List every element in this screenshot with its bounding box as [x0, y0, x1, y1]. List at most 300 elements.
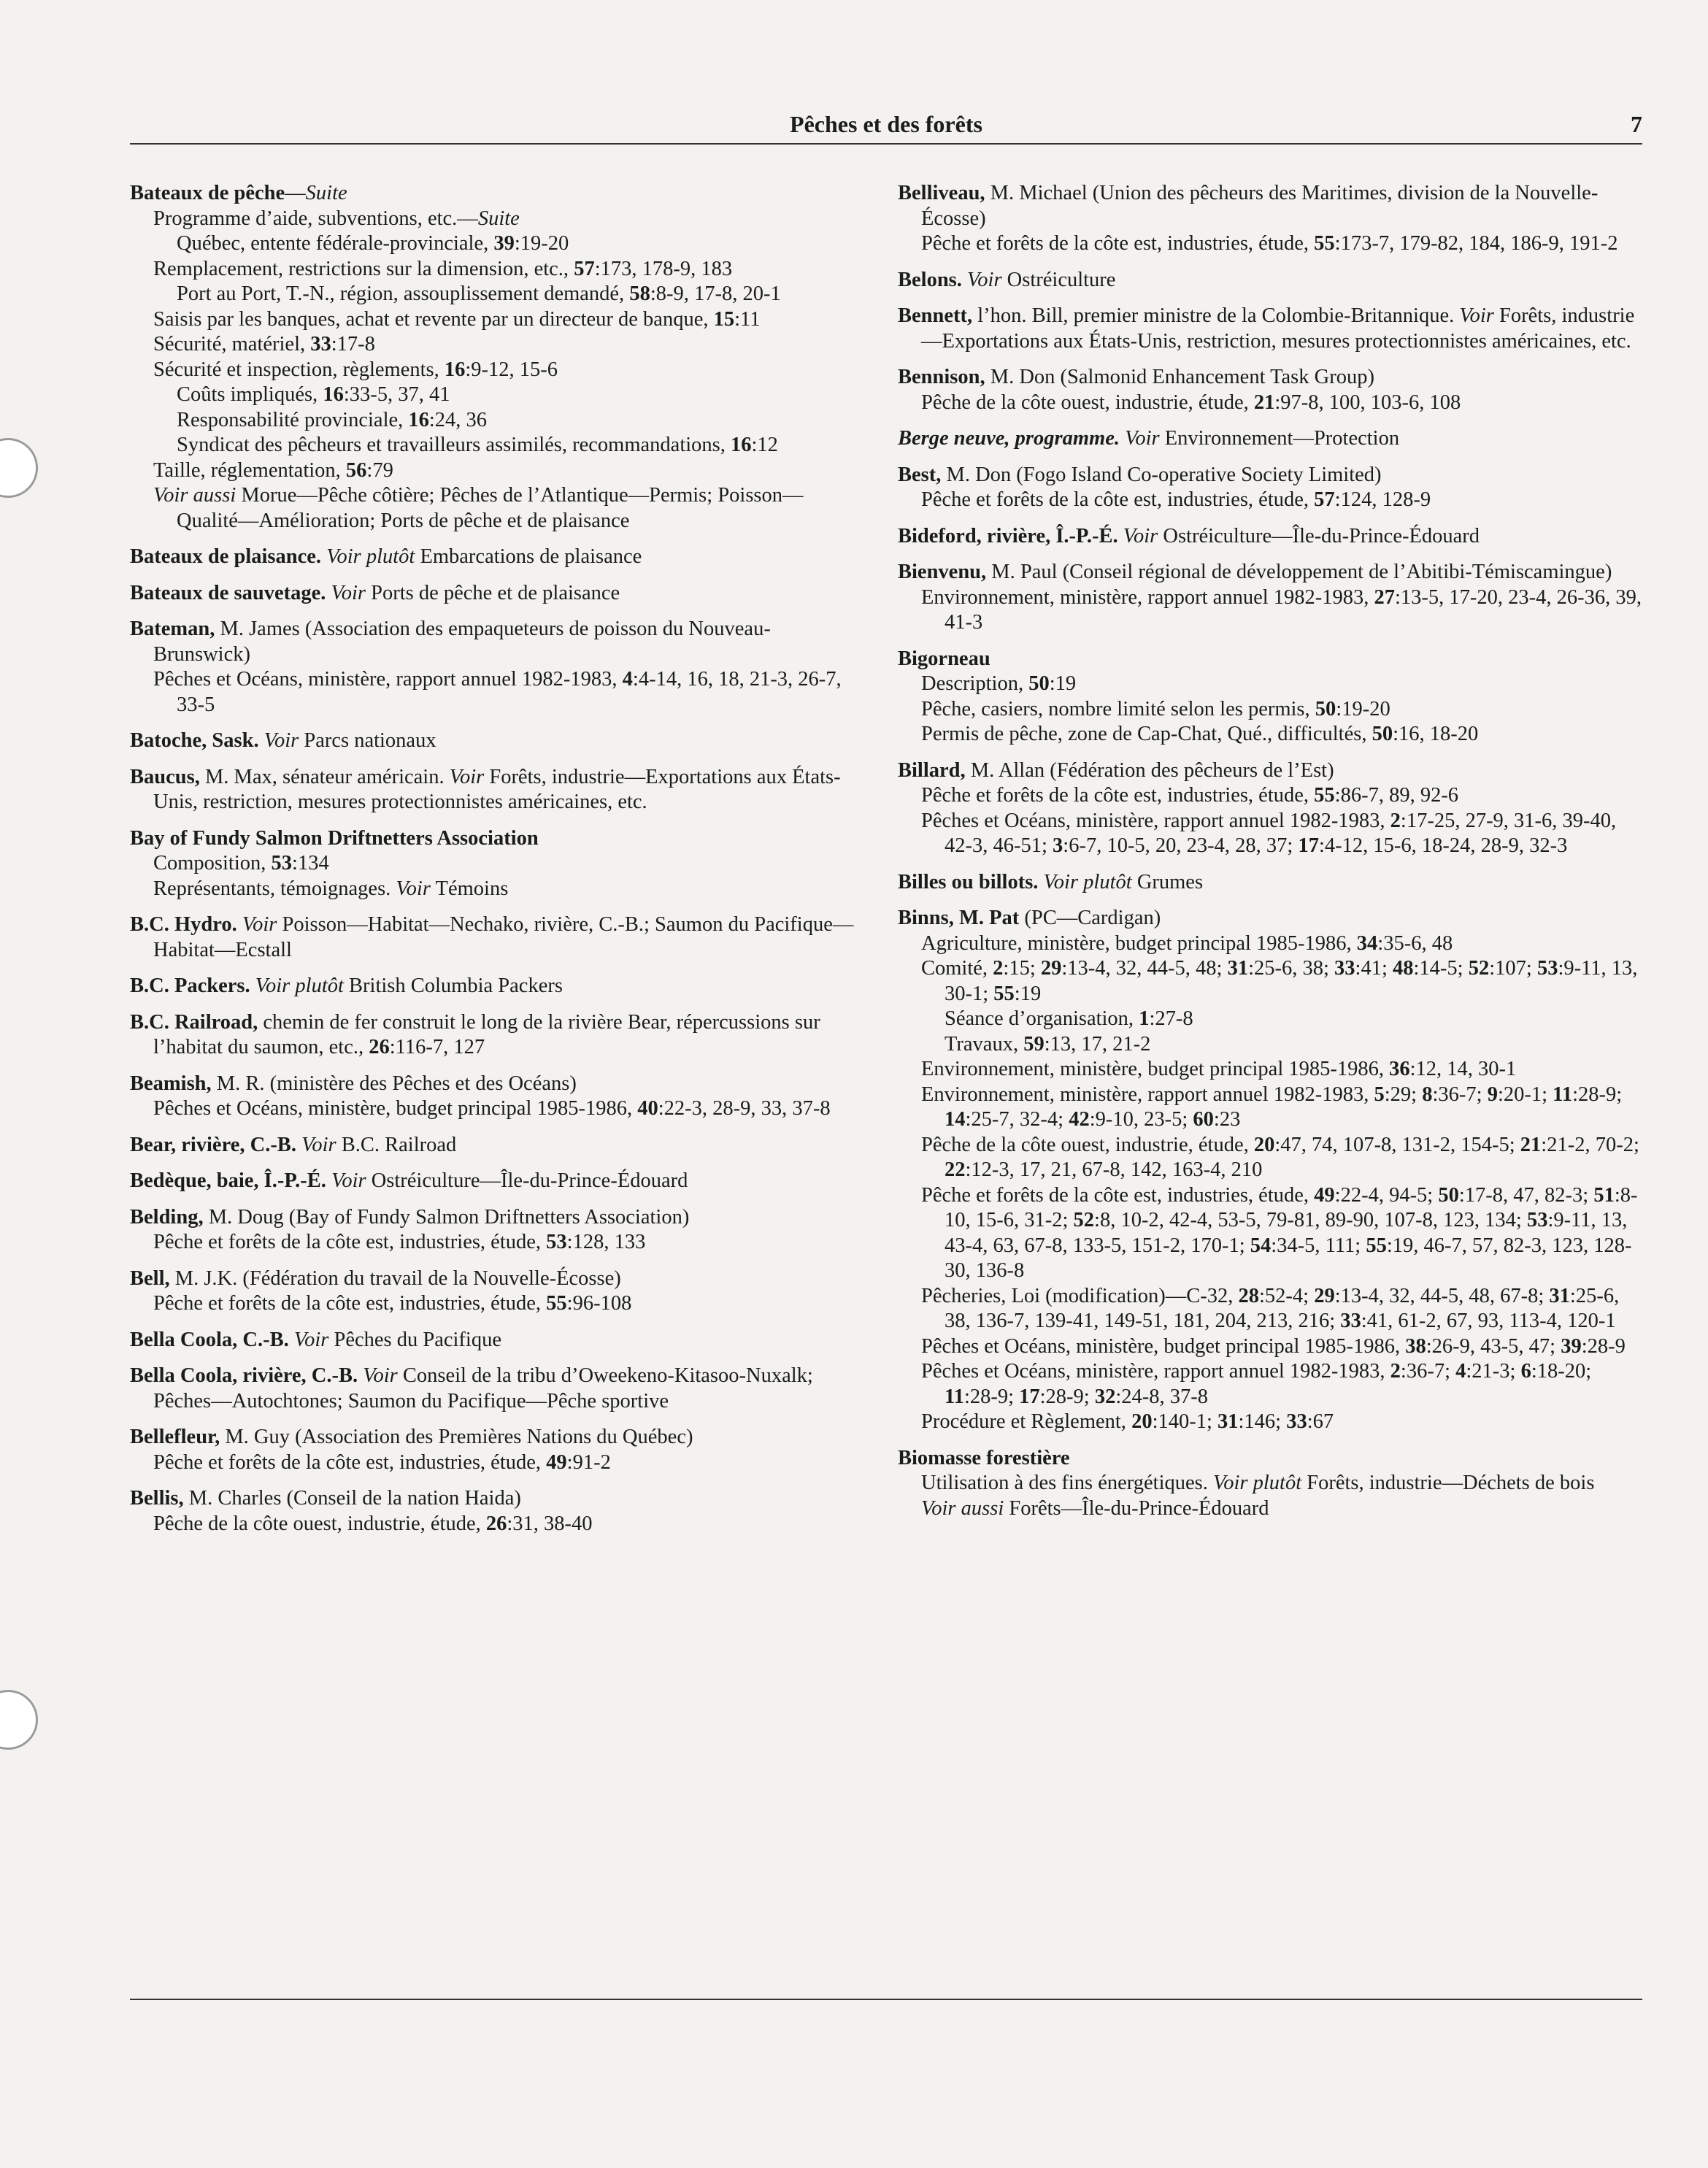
index-text: Voir	[1459, 304, 1494, 327]
index-text: :33-5, 37, 41	[343, 383, 450, 406]
index-text: :47, 74, 107-8, 131-2, 154-5;	[1274, 1133, 1520, 1156]
index-text: :4-14, 16, 18, 21-3, 26-7, 33-5	[177, 668, 842, 716]
index-text: Bella Coola, rivière, C.-B.	[130, 1364, 358, 1387]
index-text	[237, 913, 242, 936]
index-text: Environnement—Protection	[1159, 427, 1400, 450]
index-text: 5	[1374, 1083, 1385, 1106]
index-text: :24-8, 37-8	[1115, 1385, 1208, 1408]
index-entry	[130, 974, 860, 999]
index-text: 2	[1390, 1360, 1401, 1383]
index-text: 39	[1561, 1334, 1582, 1358]
index-text: 55	[1314, 232, 1335, 255]
index-text	[326, 1169, 331, 1192]
index-text: Description,	[921, 672, 1029, 695]
index-text: Pêche et forêts de la côte est, industries, étude,	[921, 1183, 1315, 1207]
index-text: Représentants, témoignages.	[153, 877, 396, 900]
index-heading	[898, 365, 1642, 391]
index-entry	[898, 365, 1642, 415]
index-text: Parcs nationaux	[299, 729, 436, 752]
index-text: Environnement, ministère, rapport annuel 1982-1983,	[921, 585, 1374, 609]
index-text: :19	[1014, 982, 1042, 1005]
index-text: B.C. Hydro.	[130, 913, 237, 936]
index-text: 52	[1073, 1209, 1095, 1231]
index-text: :4-12, 15-6, 18-24, 28-9, 32-3	[1318, 834, 1568, 857]
index-subentry	[898, 697, 1642, 723]
index-entry	[898, 426, 1642, 452]
index-text: :52-4;	[1259, 1284, 1315, 1307]
index-column-right	[898, 181, 1642, 1532]
index-text: Travaux,	[945, 1032, 1024, 1056]
index-text: 50	[1028, 672, 1050, 695]
index-text: B.C. Railroad,	[130, 1010, 258, 1034]
index-subentry	[898, 1471, 1642, 1496]
index-subentry	[898, 1359, 1642, 1410]
index-heading	[130, 1072, 860, 1097]
index-text: :13-4, 32, 44-5, 48;	[1061, 957, 1228, 980]
index-text: M. Paul (Conseil régional de développement de l’Abitibi-Témiscamingue)	[986, 561, 1612, 583]
index-heading	[130, 617, 860, 667]
index-heading	[898, 870, 1642, 896]
index-subentry	[130, 1230, 860, 1256]
index-text: :173, 178-9, 183	[594, 257, 733, 280]
index-text: 53	[1526, 1209, 1548, 1231]
index-text: :25-6, 38, 136-7, 139-41, 149-51, 181, 204, 213, 216;	[945, 1284, 1620, 1332]
index-text: Bennett,	[898, 304, 973, 327]
index-text: :6-7, 10-5, 20, 23-4, 28, 37;	[1063, 834, 1299, 857]
index-text: :140-1;	[1152, 1410, 1218, 1433]
index-entry	[130, 1328, 860, 1353]
index-text: Syndicat des pêcheurs et travailleurs assimilés, recommandations,	[177, 434, 731, 456]
index-entry	[130, 1425, 860, 1475]
index-text: Suite	[305, 182, 347, 204]
index-text: —	[285, 182, 306, 204]
index-text: Pêches du Pacifique	[328, 1328, 501, 1351]
index-heading	[898, 560, 1642, 585]
index-subentry	[130, 667, 860, 718]
index-text: 16	[323, 383, 344, 406]
index-text: 51	[1593, 1183, 1615, 1207]
index-text: 53	[546, 1231, 567, 1253]
binder-hole-top	[0, 438, 38, 498]
index-text: :36-7;	[1432, 1083, 1488, 1106]
index-text: M. Charles (Conseil de la nation Haida)	[183, 1487, 521, 1510]
index-text: :41, 61-2, 67, 93, 113-4, 120-1	[1361, 1310, 1616, 1332]
index-text: Voir	[263, 729, 299, 752]
index-text: 57	[1314, 488, 1335, 511]
index-text: Ostréiculture	[1001, 268, 1116, 291]
index-text	[296, 1134, 301, 1156]
index-text: 31	[1227, 957, 1249, 980]
index-subentry	[130, 408, 860, 434]
index-heading	[898, 906, 1642, 931]
index-heading	[130, 181, 860, 207]
page-number: 7	[1631, 111, 1642, 137]
index-heading	[130, 545, 860, 570]
index-text: :41;	[1355, 957, 1393, 980]
index-text: :17-8, 47, 82-3;	[1458, 1183, 1594, 1207]
index-text: :13-5, 17-20, 23-4, 26-36, 39, 41-3	[945, 585, 1642, 634]
index-text: Bell,	[130, 1266, 170, 1290]
index-text: Ostréiculture—Île-du-Prince-Édouard	[366, 1169, 688, 1192]
index-heading	[130, 912, 860, 963]
index-text: Voir	[242, 913, 277, 936]
index-text: 49	[1314, 1183, 1335, 1207]
index-text: 3	[1053, 834, 1063, 857]
index-text: M. J.K. (Fédération du travail de la Nouvelle-Écosse)	[169, 1266, 621, 1290]
index-text: :8-10, 15-6, 31-2;	[945, 1183, 1638, 1231]
index-text: :9-12, 15-6	[465, 358, 558, 381]
index-text: :26-9, 43-5, 47;	[1426, 1334, 1561, 1358]
index-text: 31	[1217, 1410, 1239, 1433]
index-text: 55	[1314, 784, 1335, 807]
index-text: Comité,	[921, 957, 993, 980]
index-heading	[130, 1205, 860, 1231]
index-heading	[130, 1425, 860, 1450]
index-text: Environnement, ministère, rapport annuel 1982-1983,	[921, 1083, 1374, 1106]
index-text: 22	[945, 1158, 966, 1181]
index-text: 4	[622, 668, 633, 691]
index-text: Bay of Fundy Salmon Driftnetters Association	[130, 826, 539, 850]
index-text: Québec, entente fédérale-provinciale,	[177, 232, 494, 255]
index-text: Voir aussi	[153, 484, 236, 507]
index-entry	[130, 1266, 860, 1317]
index-text: :18-20;	[1531, 1360, 1592, 1383]
index-text: 50	[1315, 697, 1336, 720]
index-text: 50	[1372, 723, 1393, 745]
index-text	[962, 269, 967, 291]
index-text: :25-6, 38;	[1248, 957, 1335, 980]
index-text: M. Don (Salmonid Enhancement Task Group)	[985, 366, 1374, 388]
index-text: M. R. (ministère des Pêches et des Océans)	[211, 1072, 577, 1095]
index-text: :8-9, 17-8, 20-1	[650, 282, 781, 305]
index-subentry	[898, 391, 1642, 416]
index-text: :35-6, 48	[1377, 931, 1453, 955]
index-text: Voir	[293, 1328, 329, 1351]
index-text: 17	[1019, 1385, 1040, 1408]
index-text: Pêches et Océans, ministère, rapport annuel 1982-1983,	[921, 809, 1390, 832]
index-text: Embarcations de plaisance	[415, 545, 642, 568]
index-heading	[130, 765, 860, 815]
index-text: :21-3;	[1466, 1360, 1521, 1383]
index-text: 27	[1374, 585, 1396, 609]
index-text: 56	[345, 458, 367, 482]
index-text: Séance d’organisation,	[945, 1007, 1139, 1030]
index-text: Billes ou billots.	[898, 870, 1039, 893]
index-subentry	[898, 1334, 1642, 1360]
index-entry	[130, 181, 860, 534]
index-entry	[130, 1133, 860, 1158]
index-text: M. Michael (Union des pêcheurs des Maritimes, division de la Nouvelle-Écosse)	[921, 182, 1599, 230]
index-heading	[130, 1169, 860, 1194]
index-text: Pêche de la côte ouest, industrie, étude,	[921, 1133, 1254, 1156]
index-text: 4	[1455, 1360, 1466, 1383]
index-text: M. Doug (Bay of Fundy Salmon Driftnetters Association)	[203, 1205, 690, 1229]
index-subentry	[130, 358, 860, 383]
index-text: 21	[1520, 1133, 1542, 1156]
index-text: :22-4, 94-5;	[1334, 1183, 1439, 1207]
index-text: :29;	[1384, 1083, 1423, 1106]
index-text: Voir aussi	[921, 1496, 1004, 1520]
index-text: Pêche et forêts de la côte est, industries, étude,	[153, 1450, 547, 1474]
index-text: Belons.	[898, 268, 962, 291]
index-text: :24, 36	[428, 408, 488, 431]
index-text	[1038, 871, 1043, 893]
index-text: :9-11, 13, 43-4, 63, 67-8, 133-5, 151-2, 170-1;	[945, 1209, 1628, 1257]
index-text: :13-4, 32, 44-5, 48, 67-8;	[1334, 1284, 1550, 1307]
index-entry	[898, 1446, 1642, 1522]
index-heading	[898, 181, 1642, 231]
index-subentry	[898, 809, 1642, 859]
index-subentry	[130, 483, 860, 534]
index-text: :36-7;	[1400, 1360, 1456, 1383]
index-heading	[130, 1266, 860, 1292]
index-text: Voir plutôt	[1043, 870, 1132, 893]
index-subentry	[898, 1284, 1642, 1334]
index-text: :124, 128-9	[1334, 488, 1431, 511]
binder-hole-bottom	[0, 1690, 38, 1750]
index-text: (PC—Cardigan)	[1019, 907, 1161, 929]
index-entry	[898, 524, 1642, 550]
index-text: Forêts—Île-du-Prince-Édouard	[1004, 1496, 1269, 1520]
index-text: 34	[1356, 931, 1378, 955]
index-heading	[898, 524, 1642, 550]
index-text: Voir	[301, 1133, 336, 1156]
index-subentry	[130, 282, 860, 307]
index-subentry	[130, 383, 860, 408]
index-text: 14	[945, 1108, 966, 1131]
index-text: :17-8	[331, 333, 375, 355]
index-subentry	[130, 332, 860, 358]
index-text: 53	[1536, 957, 1558, 980]
index-text: 16	[408, 408, 429, 431]
index-text: Remplacement, restrictions sur la dimension, etc.,	[153, 257, 574, 280]
index-text: Procédure et Règlement,	[921, 1410, 1132, 1433]
index-text: 55	[546, 1292, 567, 1315]
index-subentry	[898, 1183, 1642, 1284]
index-text: Voir	[331, 1169, 366, 1192]
index-entry	[130, 581, 860, 607]
index-text	[1118, 525, 1123, 547]
index-text: Voir	[1125, 427, 1160, 450]
index-text: Bedèque, baie, Î.-P.-É.	[130, 1169, 326, 1192]
index-heading	[130, 581, 860, 607]
index-text: B.C. Packers.	[130, 975, 250, 997]
index-heading	[898, 268, 1642, 293]
index-text: 59	[1023, 1032, 1045, 1056]
index-text: Taille, réglementation,	[153, 458, 346, 482]
index-text: 15	[713, 307, 735, 331]
index-text: Pêches et Océans, ministère, budget principal 1985-1986,	[921, 1334, 1406, 1358]
index-text: Baucus,	[130, 765, 200, 788]
index-text: :23	[1213, 1108, 1241, 1131]
index-text: Forêts, industrie—Exportations aux États-Unis, restriction, mesures protectionnistes américaines, etc.	[921, 304, 1635, 353]
index-text: Voir plutôt	[1212, 1472, 1302, 1494]
index-text	[289, 1329, 294, 1351]
index-entry	[130, 617, 860, 718]
index-text: 33	[1334, 957, 1355, 980]
index-heading	[130, 1486, 860, 1512]
index-text: 54	[1250, 1234, 1272, 1257]
index-text: Composition,	[153, 852, 272, 874]
index-text: :12, 14, 30-1	[1409, 1058, 1517, 1080]
index-heading	[130, 1328, 860, 1353]
index-entry	[130, 765, 860, 815]
index-text: Voir	[967, 268, 1002, 291]
index-text: 28	[1238, 1284, 1260, 1307]
index-text: :22-3, 28-9, 33, 37-8	[658, 1097, 831, 1120]
index-text: :12	[751, 434, 778, 456]
index-text: M. Allan (Fédération des pêcheurs de l’Est)	[965, 758, 1334, 782]
index-text: Voir	[396, 877, 431, 900]
index-text: Belding,	[130, 1205, 204, 1229]
index-entry	[130, 1205, 860, 1256]
index-text: :134	[292, 852, 329, 874]
index-text: :28-9;	[963, 1385, 1020, 1408]
index-text: Forêts, industrie—Déchets de bois	[1301, 1472, 1595, 1494]
index-text: Voir	[1123, 524, 1158, 547]
index-text: B.C. Railroad	[336, 1133, 457, 1156]
index-subentry	[130, 851, 860, 877]
index-text: 31	[1549, 1284, 1570, 1307]
index-text: Bideford, rivière, Î.-P.-É.	[898, 524, 1118, 547]
index-text: :31, 38-40	[507, 1512, 593, 1535]
index-text: :27-8	[1149, 1007, 1193, 1030]
index-heading	[898, 1446, 1642, 1472]
index-text: Pêches et Océans, ministère, rapport annuel 1982-1983,	[921, 1360, 1390, 1383]
index-text: 29	[1040, 957, 1062, 980]
index-text: :128, 133	[566, 1231, 646, 1253]
index-text: 40	[637, 1097, 658, 1120]
index-text: Pêcheries, Loi (modification)—C-32,	[921, 1284, 1239, 1307]
index-text: 26	[369, 1036, 390, 1058]
index-text: :9-10, 23-5;	[1089, 1108, 1193, 1131]
index-text: 21	[1253, 391, 1275, 414]
index-text: 55	[1366, 1234, 1387, 1257]
index-text: Forêts, industrie—Exportations aux États-Unis, restriction, mesures protectionnistes américaines, etc.	[153, 765, 841, 813]
index-text: Bateman,	[130, 618, 215, 640]
index-text: Conseil de la tribu d’Oweekeno-Kitasoo-Nuxalk; Pêches—Autochtones; Saumon du Pacifique—Pêche sportive	[153, 1364, 813, 1412]
index-subentry	[898, 1133, 1642, 1183]
index-text: :34-5, 111;	[1271, 1234, 1366, 1257]
index-text: 33	[1286, 1410, 1307, 1433]
index-subentry	[130, 307, 860, 333]
index-text: M. Don (Fogo Island Co-operative Society Limited)	[941, 463, 1382, 486]
index-text: 8	[1422, 1083, 1433, 1106]
running-title: Pêches et des forêts	[790, 111, 982, 137]
index-text: Saisis par les banques, achat et revente par un directeur de banque,	[153, 307, 714, 331]
index-text: 2	[1390, 809, 1401, 832]
index-entry	[130, 912, 860, 963]
index-entry	[898, 870, 1642, 896]
index-text: Utilisation à des fins énergétiques.	[921, 1472, 1213, 1494]
index-text: 52	[1468, 957, 1490, 980]
index-text: Best,	[898, 463, 942, 486]
index-text: Sécurité, matériel,	[153, 333, 311, 355]
index-text: :116-7, 127	[389, 1036, 485, 1058]
index-entry	[130, 729, 860, 754]
index-text: 36	[1389, 1058, 1410, 1080]
index-text: :28-9	[1581, 1334, 1626, 1358]
index-text: 33	[1340, 1310, 1361, 1332]
index-text: :12-3, 17, 21, 67-8, 142, 163-4, 210	[965, 1158, 1263, 1181]
index-text: 20	[1253, 1133, 1275, 1156]
index-text: Bennison,	[898, 366, 985, 388]
bottom-rule	[130, 1999, 1642, 2000]
index-text: 16	[444, 358, 466, 381]
index-entry	[130, 1364, 860, 1414]
index-entry	[130, 826, 860, 902]
index-text: :19	[1049, 672, 1077, 695]
index-text: 17	[1298, 834, 1319, 857]
index-heading	[898, 647, 1642, 672]
index-subentry	[130, 458, 860, 484]
index-heading	[898, 426, 1642, 452]
index-subentry	[898, 931, 1642, 957]
index-heading	[130, 1010, 860, 1061]
index-entry	[898, 560, 1642, 636]
index-text: Grumes	[1131, 870, 1204, 893]
index-text: 20	[1131, 1410, 1153, 1433]
index-subentry	[898, 672, 1642, 697]
index-entry	[898, 181, 1642, 257]
index-subentry	[898, 1032, 1642, 1058]
index-text: l’hon. Bill, premier ministre de la Colombie-Britannique.	[972, 304, 1460, 327]
index-subentry	[898, 1007, 1642, 1032]
index-text: :21-2, 70-2;	[1541, 1133, 1639, 1156]
index-subentry	[130, 1291, 860, 1317]
index-column-left	[130, 181, 860, 1548]
index-text: Environnement, ministère, budget principal 1985-1986,	[921, 1058, 1390, 1080]
index-subentry	[898, 1496, 1642, 1522]
index-text: :173-7, 179-82, 184, 186-9, 191-2	[1334, 232, 1618, 255]
index-subentry	[130, 1512, 860, 1537]
index-text: M. James (Association des empaqueteurs de poisson du Nouveau-Brunswick)	[153, 618, 771, 666]
index-text: :79	[366, 458, 393, 482]
index-entry	[130, 1169, 860, 1194]
index-text: :67	[1307, 1410, 1334, 1433]
index-text: Bienvenu,	[898, 561, 987, 583]
index-text: Pêche de la côte ouest, industrie, étude,	[153, 1512, 486, 1535]
index-text: Pêche et forêts de la côte est, industries, étude,	[153, 1231, 547, 1253]
index-text: :8, 10-2, 42-4, 53-5, 79-81, 89-90, 107-8, 123, 134;	[1094, 1209, 1527, 1231]
index-text: 29	[1314, 1284, 1335, 1307]
index-text: Responsabilité provinciale,	[177, 408, 409, 431]
index-heading	[898, 463, 1642, 488]
index-text: :19, 46-7, 57, 82-3, 123, 128-30, 136-8	[945, 1234, 1632, 1282]
index-text: 55	[993, 982, 1015, 1005]
index-text: 2	[993, 957, 1004, 980]
index-subentry	[898, 722, 1642, 747]
index-text: :13, 17, 21-2	[1044, 1032, 1151, 1056]
index-text: M. Max, sénateur américain.	[199, 765, 450, 788]
index-subentry	[898, 488, 1642, 513]
index-subentry	[898, 231, 1642, 257]
index-subentry	[898, 1410, 1642, 1435]
index-text: Voir	[449, 765, 485, 788]
index-text: :19-20	[1336, 697, 1390, 720]
index-text: :15;	[1003, 957, 1041, 980]
index-text: Belliveau,	[898, 182, 985, 204]
index-text: Voir	[331, 581, 366, 604]
index-text: :16, 18-20	[1393, 723, 1479, 745]
index-text: :25-7, 32-4;	[965, 1108, 1069, 1131]
index-heading	[130, 729, 860, 754]
index-text: Bigorneau	[898, 647, 990, 670]
index-text: 49	[546, 1450, 567, 1474]
index-text: 50	[1438, 1183, 1459, 1207]
index-text: Billard,	[898, 758, 966, 782]
index-text: Pêches et Océans, ministère, budget principal 1985-1986,	[153, 1097, 638, 1120]
